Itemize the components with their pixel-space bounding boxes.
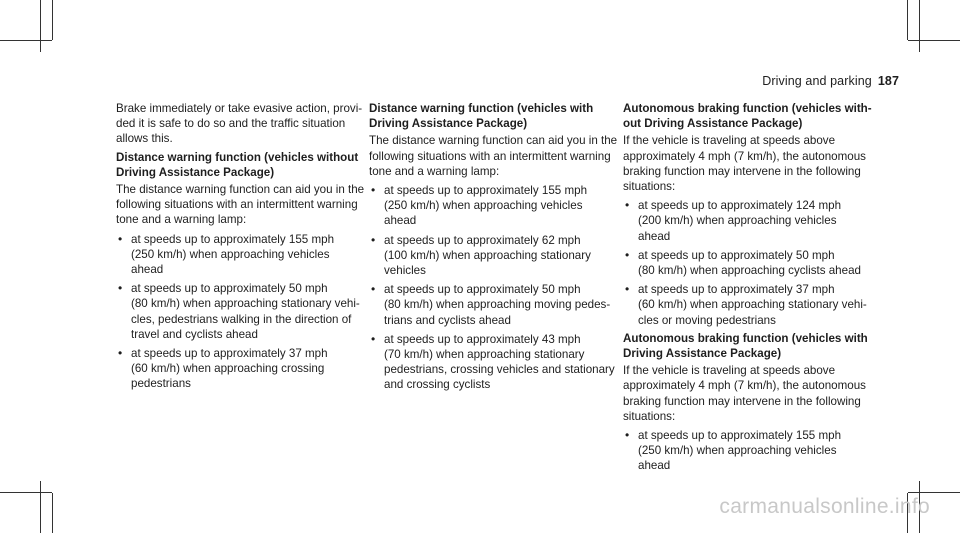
column-1 <box>116 101 366 392</box>
intro-paragraph: Brake immediately or take evasive action, provi- ded it is safe to do so and the traffic situation allows this. <box>116 102 363 146</box>
crop-mark <box>52 0 53 40</box>
list-item: • at speeds up to approximately 50 mph (80 km/h) when approaching cyclists ahead <box>623 248 873 278</box>
section-heading: Autonomous braking function (vehicles with- out Driving Assistance Package) <box>623 102 872 131</box>
bullet-list <box>369 183 619 393</box>
list-item: • at speeds up to approximately 37 mph (60 km/h) when approaching crossing pedestrians <box>116 346 366 392</box>
page-number: 187 <box>877 74 899 88</box>
list-item: • at speeds up to approximately 155 mph (250 km/h) when approaching vehicles ahead <box>116 232 366 278</box>
crop-mark <box>52 493 53 533</box>
column-3 <box>623 101 873 474</box>
crop-mark <box>0 40 52 41</box>
running-header <box>762 74 899 88</box>
list-item: • at speeds up to approximately 62 mph (100 km/h) when approaching stationary vehicles <box>369 233 619 279</box>
body-paragraph: If the vehicle is traveling at speeds above approximately 4 mph (7 km/h), the autonomous braking function may intervene in the following situations: <box>623 134 866 194</box>
section-heading: Autonomous braking function (vehicles with Driving Assistance Package) <box>623 331 868 361</box>
list-item: • at speeds up to approximately 155 mph (250 km/h) when approaching vehicles ahead <box>623 428 873 474</box>
crop-mark <box>908 40 960 41</box>
crop-mark <box>908 492 960 493</box>
crop-mark <box>907 0 908 40</box>
bullet-list <box>116 232 366 392</box>
crop-mark <box>0 492 52 493</box>
list-item: • at speeds up to approximately 50 mph (80 km/h) when approaching stationary vehi- cles, pedestrians walking in the direction of travel and cyclists ahead <box>116 281 366 342</box>
crop-mark <box>919 0 920 52</box>
section-heading: Distance warning function (vehicles with Driving Assistance Package) <box>369 102 594 131</box>
section-title: Driving and parking <box>762 74 872 88</box>
body-paragraph: The distance warning function can aid you in the following situations with an intermittent warning tone and a warning lamp: <box>369 134 618 178</box>
bullet-list <box>623 428 873 474</box>
crop-mark <box>40 0 41 52</box>
list-item: • at speeds up to approximately 43 mph (70 km/h) when approaching stationary pedestrians, crossing vehicles and stationary and crossing cyclists <box>369 332 619 393</box>
list-item: • at speeds up to approximately 37 mph (60 km/h) when approaching stationary vehi- cles or moving pedestrians <box>623 282 873 328</box>
section-heading: Distance warning function (vehicles without Driving Assistance Package) <box>116 150 359 179</box>
crop-mark <box>40 481 41 533</box>
bullet-list <box>623 198 873 328</box>
body-paragraph: The distance warning function can aid you in the following situations with an intermittent warning tone and a warning lamp: <box>116 183 365 227</box>
list-item: • at speeds up to approximately 155 mph (250 km/h) when approaching vehicles ahead <box>369 183 619 229</box>
list-item: • at speeds up to approximately 50 mph (80 km/h) when approaching moving pedes- trians and cyclists ahead <box>369 282 619 328</box>
watermark: carmanualsonline.info <box>719 495 930 518</box>
column-2 <box>369 101 619 393</box>
body-paragraph: If the vehicle is traveling at speeds above approximately 4 mph (7 km/h), the autonomous braking function may intervene in the following situations: <box>623 364 866 423</box>
list-item: • at speeds up to approximately 124 mph (200 km/h) when approaching vehicles ahead <box>623 198 873 244</box>
